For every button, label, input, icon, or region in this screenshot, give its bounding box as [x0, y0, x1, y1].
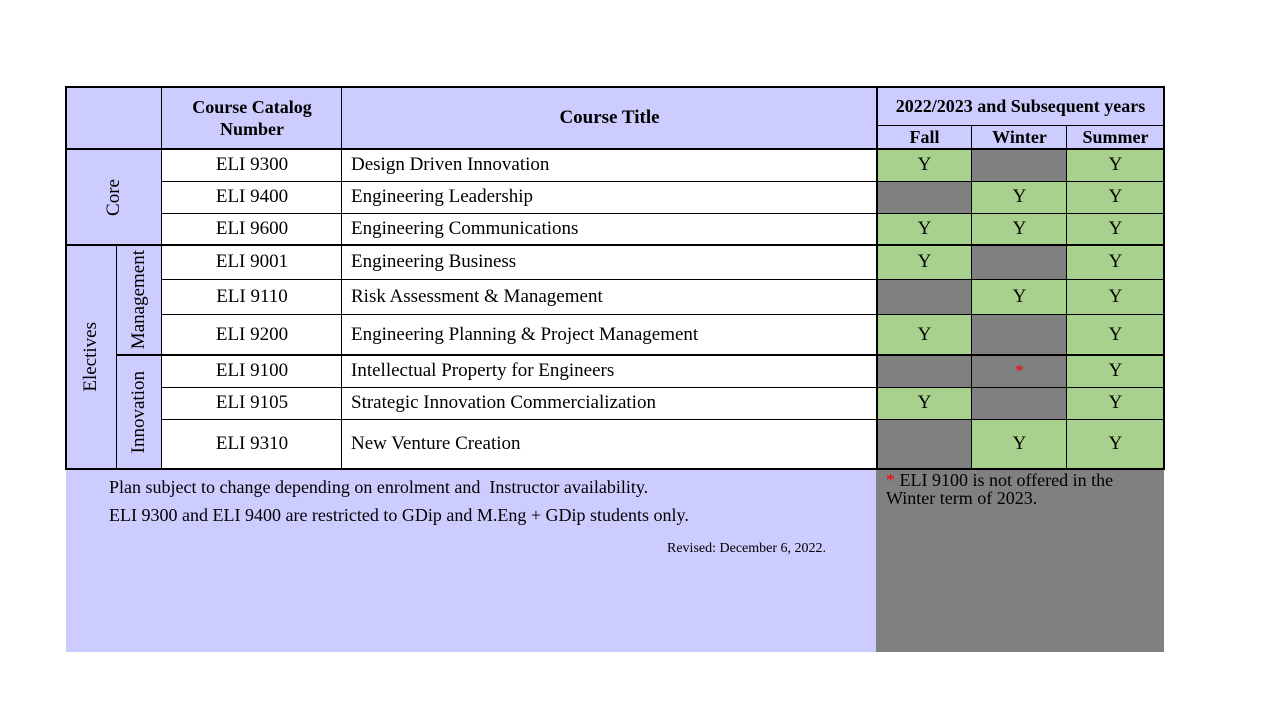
- winter-cell: Y: [972, 181, 1067, 213]
- winter-cell: [972, 387, 1067, 419]
- summer-cell: Y: [1067, 149, 1164, 181]
- summer-cell: Y: [1067, 314, 1164, 355]
- course-number: ELI 9105: [162, 387, 342, 419]
- course-number: ELI 9310: [162, 419, 342, 469]
- grid-line: [162, 419, 1164, 420]
- grid-line: [971, 125, 972, 469]
- grid-line: [66, 148, 1165, 150]
- grid-line: [341, 87, 342, 469]
- grid-line: [877, 125, 1164, 126]
- note-line-2: ELI 9300 and ELI 9400 are restricted to GDip and M.Eng + GDip students only.: [109, 505, 689, 525]
- summer-cell: Y: [1067, 355, 1164, 387]
- fall-cell: Y: [877, 314, 972, 355]
- fall-cell: Y: [877, 387, 972, 419]
- fall-cell: [877, 279, 972, 314]
- footnote-asterisk: *: [886, 470, 895, 490]
- group-electives: [66, 245, 116, 469]
- winter-cell: [972, 149, 1067, 181]
- course-title: Risk Assessment & Management: [342, 279, 877, 314]
- grid-line: [876, 86, 878, 470]
- course-title: Engineering Planning & Project Management: [342, 314, 877, 355]
- summer-cell: Y: [1067, 181, 1164, 213]
- grid-line: [116, 245, 117, 469]
- grid-line: [161, 87, 162, 469]
- grid-line: [65, 86, 67, 470]
- fall-cell: [877, 181, 972, 213]
- fall-cell: [877, 355, 972, 387]
- summer-cell: Y: [1067, 387, 1164, 419]
- summer-cell: Y: [1067, 213, 1164, 245]
- course-title: Engineering Communications: [342, 213, 877, 245]
- footnote-body: ELI 9100 is not offered in the Winter term of 2023.: [886, 470, 1114, 508]
- course-number: ELI 9400: [162, 181, 342, 213]
- footnote-text: [886, 471, 1158, 507]
- course-title: New Venture Creation: [342, 419, 877, 469]
- course-number: ELI 9001: [162, 245, 342, 279]
- course-title: Engineering Leadership: [342, 181, 877, 213]
- grid-line: [66, 244, 1165, 246]
- winter-cell: [972, 245, 1067, 279]
- grid-line: [162, 387, 1164, 388]
- header-catalog-number: Course Catalog Number: [162, 87, 342, 149]
- group-core: [66, 149, 162, 245]
- grid-line: [162, 314, 1164, 315]
- group-management: [116, 245, 162, 355]
- grid-line: [162, 213, 1164, 214]
- grid-line: [1066, 125, 1067, 469]
- header-term-summer: Summer: [1067, 125, 1164, 149]
- grid-line: [162, 181, 1164, 182]
- group-electives-label: Electives: [80, 322, 101, 392]
- winter-cell: [972, 314, 1067, 355]
- course-number: ELI 9110: [162, 279, 342, 314]
- group-innovation: [116, 355, 162, 469]
- summer-cell: Y: [1067, 279, 1164, 314]
- winter-cell: Y: [972, 213, 1067, 245]
- summer-cell: Y: [1067, 245, 1164, 279]
- winter-cell: Y: [972, 419, 1067, 469]
- course-title: Strategic Innovation Commercialization: [342, 387, 877, 419]
- group-management-label: Management: [128, 250, 149, 350]
- course-title: Intellectual Property for Engineers: [342, 355, 877, 387]
- course-number: ELI 9300: [162, 149, 342, 181]
- fall-cell: [877, 419, 972, 469]
- fall-cell: Y: [877, 149, 972, 181]
- group-core-label: Core: [103, 178, 124, 216]
- header-term-winter: Winter: [972, 125, 1067, 149]
- course-number: ELI 9200: [162, 314, 342, 355]
- course-title: Engineering Business: [342, 245, 877, 279]
- group-innovation-label: Innovation: [128, 370, 149, 454]
- winter-cell: Y: [972, 279, 1067, 314]
- course-title: Design Driven Innovation: [342, 149, 877, 181]
- grid-line: [162, 279, 1164, 280]
- winter-cell-asterisk: *: [972, 355, 1067, 387]
- header-years: 2022/2023 and Subsequent years: [877, 87, 1164, 125]
- course-number: ELI 9100: [162, 355, 342, 387]
- fall-cell: Y: [877, 245, 972, 279]
- grid-line: [66, 86, 1165, 88]
- course-number: ELI 9600: [162, 213, 342, 245]
- header-corner: [66, 87, 162, 149]
- footnote-panel: [876, 470, 1164, 652]
- grid-line: [116, 354, 1165, 356]
- revised-date: Revised: December 6, 2022.: [667, 541, 827, 556]
- fall-cell: Y: [877, 213, 972, 245]
- notes-panel: [66, 470, 876, 652]
- grid-line: [1163, 86, 1165, 470]
- header-term-fall: Fall: [877, 125, 972, 149]
- summer-cell: Y: [1067, 419, 1164, 469]
- note-line-1: Plan subject to change depending on enrolment and Instructor availability.: [109, 477, 649, 497]
- header-course-title: Course Title: [342, 87, 877, 149]
